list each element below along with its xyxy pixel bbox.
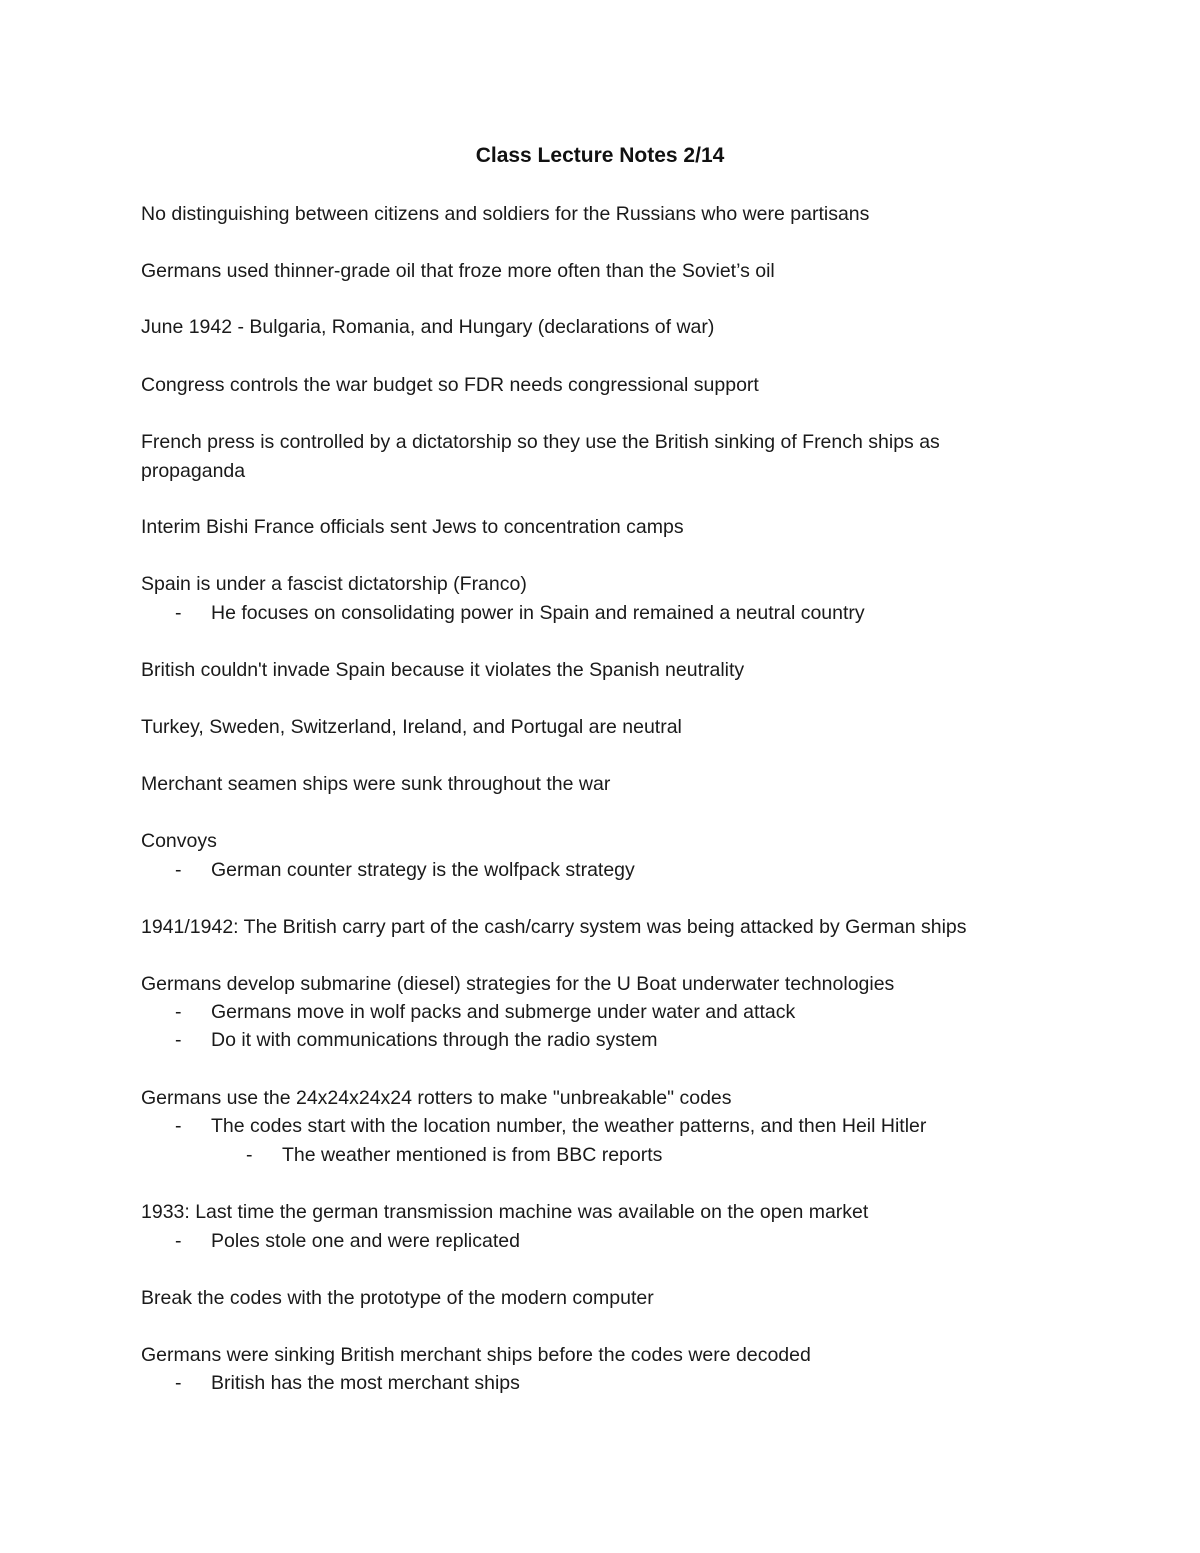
bullet-text: Do it with communications through the radio system: [211, 1029, 658, 1051]
bullet-item: [175, 1369, 520, 1398]
note-paragraph: Convoys: [141, 830, 217, 852]
note-paragraph: Break the codes with the prototype of the modern computer: [141, 1287, 654, 1309]
bullet-text: The codes start with the location number, the weather patterns, and then Heil Hitler: [211, 1115, 927, 1137]
bullet-text: He focuses on consolidating power in Spain and remained a neutral country: [211, 602, 865, 624]
note-paragraph: Germans develop submarine (diesel) strategies for the U Boat underwater technologies: [141, 973, 895, 995]
bullet-item: [175, 1227, 520, 1256]
note-paragraph: Merchant seamen ships were sunk throughout the war: [141, 773, 611, 795]
bullet-dash: -: [175, 602, 182, 624]
note-paragraph: Interim Bishi France officials sent Jews to concentration camps: [141, 516, 684, 538]
note-paragraph: French press is controlled by a dictatorship so they use the British sinking of French ships as propaganda: [141, 431, 940, 482]
note-paragraph: Germans used thinner-grade oil that froze more often than the Soviet’s oil: [141, 260, 775, 282]
bullet-dash: -: [175, 1372, 182, 1394]
bullet-dash: -: [246, 1144, 253, 1166]
bullet-dash: -: [175, 1115, 182, 1137]
bullet-text: Poles stole one and were replicated: [211, 1230, 520, 1252]
sub-bullet-item: [246, 1141, 662, 1170]
note-paragraph: 1941/1942: The British carry part of the cash/carry system was being attacked by German ships: [141, 916, 967, 938]
note-paragraph: Congress controls the war budget so FDR needs congressional support: [141, 374, 759, 396]
bullet-item: [175, 1026, 658, 1055]
bullet-item: [175, 856, 635, 885]
note-paragraph: Spain is under a fascist dictatorship (Franco): [141, 573, 527, 595]
note-paragraph: British couldn't invade Spain because it violates the Spanish neutrality: [141, 659, 745, 681]
note-paragraph: No distinguishing between citizens and soldiers for the Russians who were partisans: [141, 203, 870, 225]
bullet-item: [175, 1112, 926, 1141]
bullet-text: The weather mentioned is from BBC reports: [282, 1144, 663, 1166]
bullet-dash: -: [175, 859, 182, 881]
bullet-dash: -: [175, 1029, 182, 1051]
bullet-text: British has the most merchant ships: [211, 1372, 520, 1394]
bullet-text: Germans move in wolf packs and submerge under water and attack: [211, 1001, 796, 1023]
bullet-item: [175, 599, 865, 628]
note-paragraph: Turkey, Sweden, Switzerland, Ireland, and Portugal are neutral: [141, 716, 682, 738]
note-paragraph: Germans use the 24x24x24x24 rotters to make "unbreakable" codes: [141, 1087, 732, 1109]
bullet-dash: -: [175, 1230, 182, 1252]
bullet-item: [175, 998, 795, 1027]
note-paragraph: Germans were sinking British merchant ships before the codes were decoded: [141, 1344, 811, 1366]
bullet-text: German counter strategy is the wolfpack strategy: [211, 859, 635, 881]
note-paragraph: June 1942 - Bulgaria, Romania, and Hungary (declarations of war): [141, 316, 715, 338]
bullet-dash: -: [175, 1001, 182, 1023]
note-paragraph: 1933: Last time the german transmission machine was available on the open market: [141, 1201, 869, 1223]
page-title: Class Lecture Notes 2/14: [475, 144, 725, 167]
